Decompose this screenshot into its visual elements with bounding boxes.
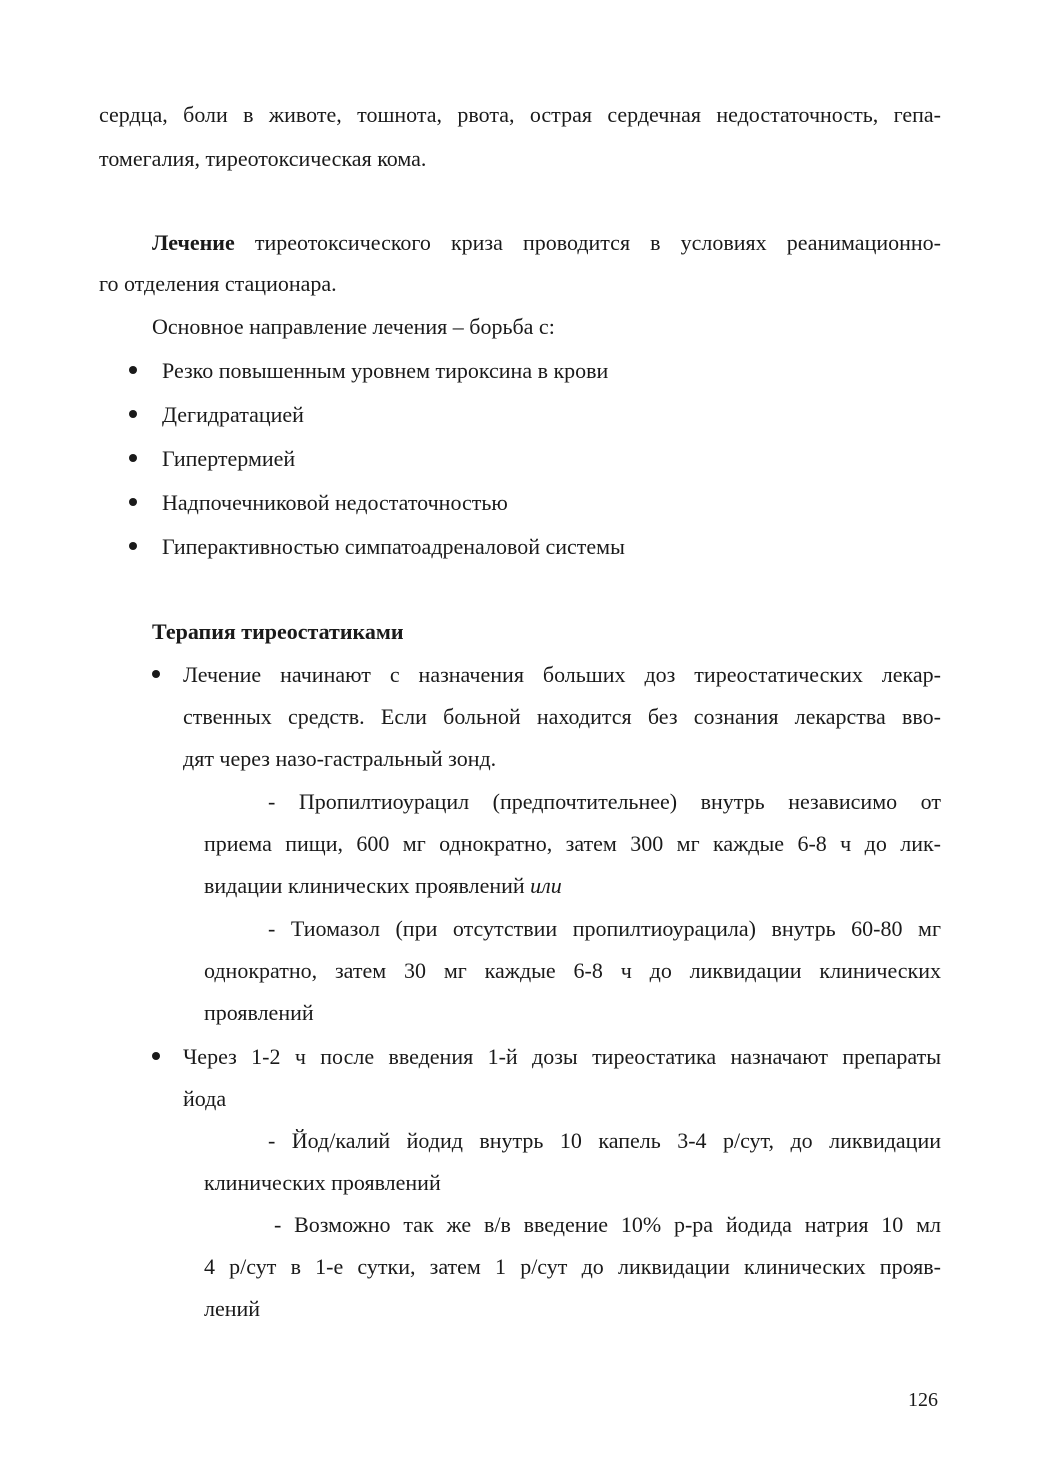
list-item-text: Гипертермией <box>162 446 296 471</box>
treatment-line-1-rest: тиреотоксического криза проводится в условиях реанимационно- <box>234 230 941 255</box>
therapy-s2-line-1: - Тиомазол (при отсутствии пропилтиоурацила) внутрь 60-80 мг <box>268 916 941 941</box>
list-item-text: Резко повышенным уровнем тироксина в крови <box>162 358 609 383</box>
therapy-s3-line-2: клинических проявлений <box>204 1170 441 1195</box>
list-item-text: Дегидратацией <box>162 402 304 427</box>
therapy-s4-line-1: - Возможно так же в/в введение 10% р-ра йодида натрия 10 мл <box>274 1212 941 1237</box>
therapy-s2-line-2: однократно, затем 30 мг каждые 6-8 ч до ликвидации клинических <box>204 958 941 983</box>
list-item-text: Надпочечниковой недостаточностью <box>162 490 508 515</box>
bullet-icon <box>129 410 137 418</box>
therapy-b2-line-2: йода <box>183 1086 227 1111</box>
therapy-s3-line-1: - Йод/калий йодид внутрь 10 капель 3-4 р/сут, до ликвидации <box>268 1128 941 1153</box>
therapy-heading-text: Терапия тиреостатиками <box>152 619 404 644</box>
treatment-line-1 <box>152 232 941 254</box>
therapy-b1-line-3: дят через назо-гастральный зонд. <box>183 746 497 771</box>
page-number: 126 <box>908 1389 938 1411</box>
bullet-icon <box>129 454 137 462</box>
therapy-s1-line-1: - Пропилтиоурацил (предпочтительнее) внутрь независимо от <box>268 789 941 814</box>
therapy-s1-line-2: приема пищи, 600 мг однократно, затем 300 мг каждые 6-8 ч до лик- <box>204 831 941 856</box>
therapy-s4-line-3: лений <box>204 1296 261 1321</box>
treatment-direction: Основное направление лечения – борьба с: <box>152 314 555 339</box>
intro-line-2: томегалия, тиреотоксическая кома. <box>99 146 427 171</box>
therapy-b1-line-1: Лечение начинают с назначения больших доз тиреостатических лекар- <box>183 662 941 687</box>
therapy-b1-line-2: ственных средств. Если больной находится без сознания лекарства вво- <box>183 704 941 729</box>
therapy-s1-line-3 <box>204 875 562 897</box>
treatment-line-2: го отделения стационара. <box>99 271 337 296</box>
intro-line-1: сердца, боли в животе, тошнота, рвота, острая сердечная недостаточность, гепа- <box>99 102 941 127</box>
therapy-heading <box>152 621 404 643</box>
therapy-s2-line-3: проявлений <box>204 1000 314 1025</box>
therapy-s1-line-3-text: видации клинических проявлений <box>204 873 531 898</box>
bullet-icon <box>129 366 137 374</box>
therapy-s4-line-2: 4 р/сут в 1-е сутки, затем 1 р/сут до ликвидации клинических прояв- <box>204 1254 941 1279</box>
bullet-icon <box>152 670 160 678</box>
therapy-s1-or: или <box>530 873 562 898</box>
list-item-text: Гиперактивностью симпатоадреналовой системы <box>162 534 625 559</box>
treatment-bold-word: Лечение <box>152 230 235 255</box>
therapy-b2-line-1: Через 1-2 ч после введения 1-й дозы тиреостатика назначают препараты <box>183 1044 941 1069</box>
bullet-icon <box>152 1052 160 1060</box>
bullet-icon <box>129 498 137 506</box>
bullet-icon <box>129 542 137 550</box>
